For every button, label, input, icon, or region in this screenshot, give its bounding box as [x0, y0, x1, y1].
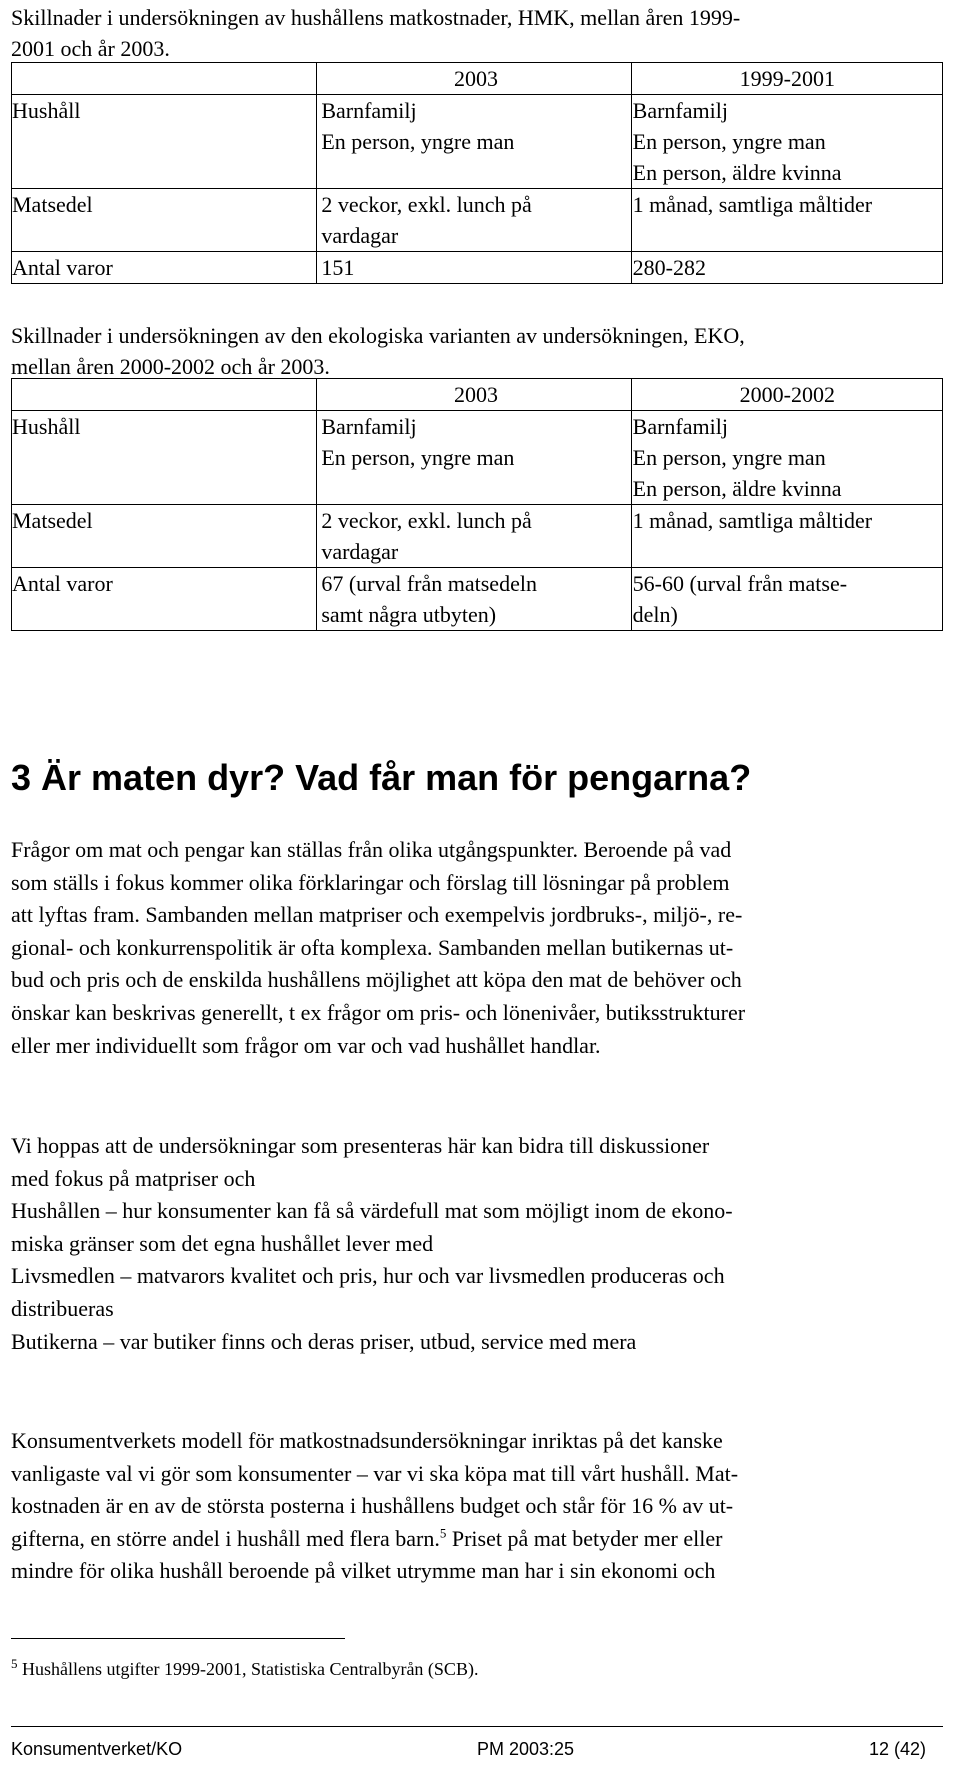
table2-row-label: Matsedel: [12, 505, 317, 568]
table2-row-label: Hushåll: [12, 411, 317, 505]
table1-cell: Barnfamilj En person, yngre man En person, äldre kvinna: [631, 95, 942, 189]
table2-header-row: [12, 379, 943, 411]
table2-cell: Barnfamilj En person, yngre man: [317, 411, 631, 505]
table2-cell: Barnfamilj En person, yngre man En person, äldre kvinna: [631, 411, 942, 505]
table1-header-cell: 2003: [317, 63, 631, 95]
footnote-reference[interactable]: 5: [439, 1525, 447, 1541]
table2-header-cell: [12, 379, 317, 411]
table2: [11, 378, 943, 631]
paragraph-3-line-with-footnote: gifterna, en större andel i hushåll med flera barn.$^5$ Priset på mat betyder mer eller: [11, 1525, 723, 1551]
paragraph-2: Vi hoppas att de undersökningar som presenteras här kan bidra till diskussioner med fokus på matpriser och Hushållen – hur konsumenter kan få så värdefull mat som möjligt inom de ekono- miska gränser som det egna hushållet lever med Livsmedlen – matvarors kvalitet och pris, hur och var livsmedlen produceras och distribueras Butikerna – var butiker finns och deras priser, utbud, service med mera: [11, 1133, 733, 1354]
footer-page-number: 12 (42): [869, 1739, 927, 1759]
table1-header-row: [12, 63, 943, 95]
table2-row-label: Antal varor: [12, 568, 317, 631]
footnote-number: 5: [11, 1656, 18, 1671]
footnote: [11, 1656, 478, 1682]
footnote-text: Hushållens utgifter 1999-2001, Statistiska Centralbyrån (SCB).: [22, 1659, 479, 1679]
table2-header-cell: 2000-2002: [631, 379, 942, 411]
paragraph-3: Konsumentverkets modell för matkostnadsundersökningar inriktas på det kanske vanligaste val vi gör som konsumenter – var vi ska köpa mat till vårt hushåll. Mat- kostnaden är en av de största posterna i hushållens budget och står för 16 % av ut- gifterna, en större andel i hushåll med flera barn.$^5$ Priset på mat betyder mer eller mindre för olika hushåll beroende på vilket utrymme man har i sin ekonomi och: [11, 1425, 943, 1588]
table2-caption: Skillnader i undersökningen av den ekologiska varianten av undersökningen, EKO, mellan åren 2000-2002 och år 2003.: [11, 323, 745, 379]
section-heading: 3 Är maten dyr? Vad får man för pengarna?: [11, 757, 752, 798]
table1-cell: 151: [317, 252, 631, 284]
table1-row-label: Matsedel: [12, 189, 317, 252]
table1-row-label: Hushåll: [12, 95, 317, 189]
table1-row: [12, 252, 943, 284]
table2-cell: 1 månad, samtliga måltider: [631, 505, 942, 568]
table2-cell: 2 veckor, exkl. lunch på vardagar: [317, 505, 631, 568]
table1-header-cell: [12, 63, 317, 95]
table2-cell: 56-60 (urval från matse- deln): [631, 568, 942, 631]
table1-row-label: Antal varor: [12, 252, 317, 284]
table1-caption: Skillnader i undersökningen av hushållens matkostnader, HMK, mellan åren 1999- 2001 och år 2003.: [11, 5, 741, 61]
paragraph-1: Frågor om mat och pengar kan ställas från olika utgångspunkter. Beroende på vad som ställs i fokus kommer olika förklaringar och förslag till lösningar på problem att lyftas fram. Sambanden mellan matpriser och exempelvis jordbruks-, miljö-, re- gional- och konkurrenspolitik är ofta komplexa. Sambanden mellan butikernas ut- bud och pris och de enskilda hushållens möjlighet att köpa den mat de behöver och önskar kan beskrivas generellt, t ex frågor om pris- och lönenivåer, butiksstrukturer eller mer individuellt som frågor om var och vad hushållet handlar.: [11, 837, 746, 1058]
table2-row: [12, 411, 943, 505]
footer-left: Konsumentverket/KO: [11, 1739, 183, 1759]
footer-center: PM 2003:25: [477, 1739, 575, 1759]
table2-row: [12, 505, 943, 568]
footnote-divider: [11, 1638, 345, 1639]
table1-row: [12, 189, 943, 252]
table1-row: [12, 95, 943, 189]
table2-header-cell: 2003: [317, 379, 631, 411]
table1-cell: 2 veckor, exkl. lunch på vardagar: [317, 189, 631, 252]
table1-cell: 280-282: [631, 252, 942, 284]
table2-row: [12, 568, 943, 631]
footer-divider: [11, 1726, 943, 1727]
table2-cell: 67 (urval från matsedeln samt några utbyten): [317, 568, 631, 631]
table1: [11, 62, 943, 284]
table1-header-cell: 1999-2001: [631, 63, 942, 95]
table1-cell: 1 månad, samtliga måltider: [631, 189, 942, 252]
table1-cell: Barnfamilj En person, yngre man: [317, 95, 631, 189]
